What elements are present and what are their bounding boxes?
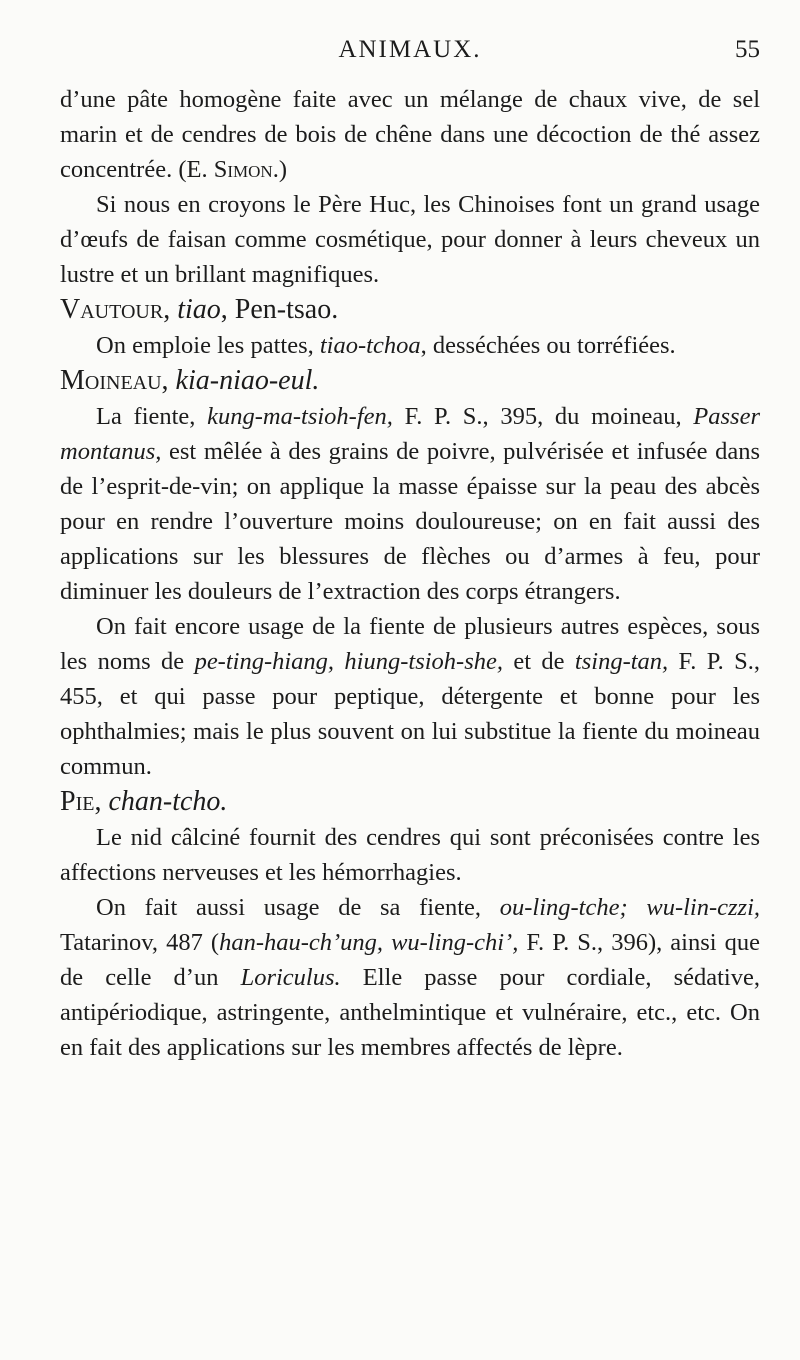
paragraph-moineau-especes: On fait encore usage de la fiente de plusieurs autres espèces, sous les noms de pe-ting-hiang, hiung-tsioh-she, et de tsing-tan, F. P. S., 455, et qui passe pour peptique, détergente et bonne pour les ophthalmies; mais le plus souvent on lui substitue la fiente du moineau commun. xyxy=(60,613,760,780)
paragraph-moineau-fiente: La fiente, kung-ma-tsioh-fen, F. P. S., 395, du moineau, Passer montanus, est mêlée à des grains de poivre, pulvérisée et infusée dans de l’esprit-de-vin; on applique la masse épaisse sur la peau des abcès pour en rendre l’ouverture moins douloureuse; on en fait aussi des applications sur les blessures de flèches ou d’armes à feu, pour diminuer les douleurs de l’extraction des corps étrangers. xyxy=(60,403,760,605)
running-head xyxy=(60,36,760,68)
paragraph-pie-fiente: On fait aussi usage de sa fiente, ou-ling-tche; wu-lin-czzi, Tatarinov, 487 (han-hau-ch’ung, wu-ling-chi’, F. P. S., 396), ainsi que de celle d’un Loriculus. Elle passe pour cordiale, sédative, antipériodique, astringente, anthelmintique et vulnéraire, etc., etc. On en fait des applications sur les membres affectés de lèpre. xyxy=(60,894,760,1061)
heading-moineau: Moineau, kia-niao-eul. xyxy=(60,365,320,396)
paragraph-vautour: On emploie les pattes, tiao-tchoa, desséchées ou torréfiées. xyxy=(96,332,676,359)
heading-vautour: Vautour, tiao, Pen-tsao. xyxy=(60,294,339,325)
heading-pie: Pie, chan-tcho. xyxy=(60,786,228,817)
author-simon: Simon xyxy=(213,156,273,183)
page-body xyxy=(60,82,760,1065)
page-number: 55 xyxy=(735,36,760,63)
paragraph-pie-nid: Le nid câlciné fournit des cendres qui sont préconisées contre les affections nerveuses et les hémorrhagies. xyxy=(60,824,760,886)
paragraph-pere-huc: Si nous en croyons le Père Huc, les Chinoises font un grand usage d’œufs de faisan comme cosmétique, pour donner à leurs cheveux un lustre et un brillant magnifiques. xyxy=(60,191,760,288)
paragraph-chaux: d’une pâte homogène faite avec un mélange de chaux vive, de sel marin et de cendres de bois de chêne dans une décoction de thé assez concentrée. (E. Simon.) xyxy=(60,86,760,183)
running-head-title: ANIMAUX. xyxy=(338,36,482,63)
